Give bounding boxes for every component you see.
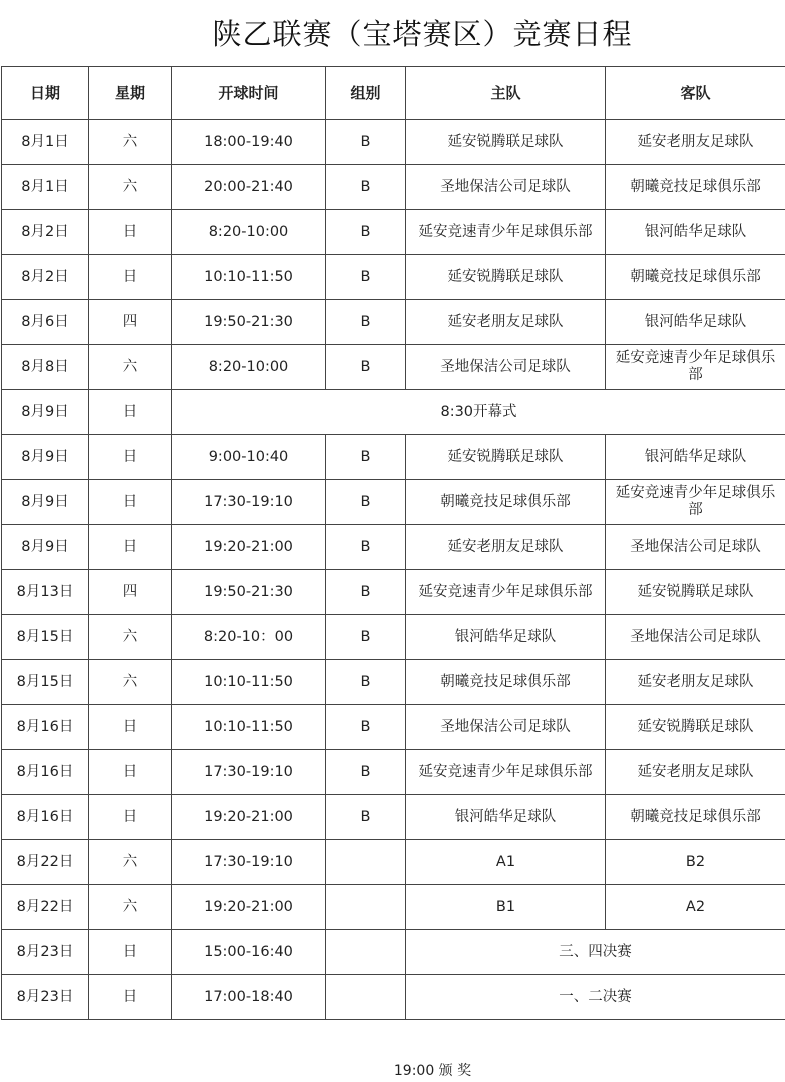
group-cell: B: [326, 300, 406, 345]
weekday-cell: 日: [89, 255, 172, 300]
home-team-cell: 银河皓华足球队: [406, 795, 606, 840]
group-cell: B: [326, 435, 406, 480]
date-cell: 8月15日: [2, 615, 89, 660]
away-team-cell: 银河皓华足球队: [606, 435, 785, 480]
table-row: [2, 390, 785, 435]
away-team-cell: 银河皓华足球队: [606, 210, 785, 255]
away-team-cell: 延安老朋友足球队: [606, 750, 785, 795]
away-team-cell: 朝曦竞技足球俱乐部: [606, 795, 785, 840]
away-team-cell: 延安锐腾联足球队: [606, 705, 785, 750]
table-body: [2, 120, 785, 1020]
kickoff-time-cell: 18:00-19:40: [172, 120, 326, 165]
home-team-cell: 延安锐腾联足球队: [406, 255, 606, 300]
date-cell: 8月9日: [2, 480, 89, 525]
header-kickoff-time: 开球时间: [172, 67, 326, 120]
weekday-cell: 日: [89, 750, 172, 795]
kickoff-time-cell: 10:10-11:50: [172, 705, 326, 750]
away-team-cell: 朝曦竞技足球俱乐部: [606, 165, 785, 210]
group-cell: [326, 930, 406, 975]
date-cell: 8月22日: [2, 840, 89, 885]
away-team-cell: A2: [606, 885, 785, 930]
home-team-cell: 圣地保洁公司足球队: [406, 345, 606, 390]
table-row: [2, 975, 785, 1020]
kickoff-time-cell: 19:50-21:30: [172, 300, 326, 345]
home-team-cell: 延安老朋友足球队: [406, 525, 606, 570]
weekday-cell: 日: [89, 705, 172, 750]
group-cell: B: [326, 705, 406, 750]
home-team-cell: 朝曦竞技足球俱乐部: [406, 660, 606, 705]
weekday-cell: 六: [89, 660, 172, 705]
weekday-cell: 日: [89, 525, 172, 570]
kickoff-time-cell: 8:20-10:00: [172, 210, 326, 255]
date-cell: 8月1日: [2, 120, 89, 165]
home-team-cell: 延安锐腾联足球队: [406, 120, 606, 165]
date-cell: 8月16日: [2, 705, 89, 750]
away-team-cell: B2: [606, 840, 785, 885]
group-cell: B: [326, 345, 406, 390]
away-team-cell: 延安锐腾联足球队: [606, 570, 785, 615]
kickoff-time-cell: 17:30-19:10: [172, 480, 326, 525]
home-team-cell: 朝曦竞技足球俱乐部: [406, 480, 606, 525]
table-row: [2, 480, 785, 525]
table-row: [2, 930, 785, 975]
date-cell: 8月13日: [2, 570, 89, 615]
group-cell: [326, 975, 406, 1020]
match-cell: 三、四决赛: [406, 930, 785, 975]
table-row: [2, 885, 785, 930]
away-team-cell: 延安老朋友足球队: [606, 660, 785, 705]
kickoff-time-cell: 17:30-19:10: [172, 750, 326, 795]
home-team-cell: 圣地保洁公司足球队: [406, 705, 606, 750]
home-team-cell: B1: [406, 885, 606, 930]
weekday-cell: 日: [89, 210, 172, 255]
date-cell: 8月1日: [2, 165, 89, 210]
table-row: [2, 570, 785, 615]
group-cell: B: [326, 795, 406, 840]
date-cell: 8月6日: [2, 300, 89, 345]
group-cell: B: [326, 480, 406, 525]
group-cell: B: [326, 120, 406, 165]
weekday-cell: 六: [89, 885, 172, 930]
date-cell: 8月16日: [2, 795, 89, 840]
table-row: [2, 750, 785, 795]
table-row: [2, 435, 785, 480]
schedule-table: [1, 66, 785, 1020]
home-team-cell: 银河皓华足球队: [406, 615, 606, 660]
date-cell: 8月23日: [2, 975, 89, 1020]
weekday-cell: 六: [89, 345, 172, 390]
away-team-cell: 圣地保洁公司足球队: [606, 615, 785, 660]
kickoff-time-cell: 10:10-11:50: [172, 660, 326, 705]
group-cell: B: [326, 210, 406, 255]
weekday-cell: 四: [89, 300, 172, 345]
group-cell: B: [326, 570, 406, 615]
weekday-cell: 日: [89, 480, 172, 525]
weekday-cell: 六: [89, 840, 172, 885]
group-cell: B: [326, 750, 406, 795]
home-team-cell: 圣地保洁公司足球队: [406, 165, 606, 210]
kickoff-time-cell: 19:50-21:30: [172, 570, 326, 615]
away-team-cell: 银河皓华足球队: [606, 300, 785, 345]
event-cell: 8:30开幕式: [172, 390, 785, 435]
kickoff-time-cell: 17:30-19:10: [172, 840, 326, 885]
kickoff-time-cell: 19:20-21:00: [172, 795, 326, 840]
weekday-cell: 日: [89, 435, 172, 480]
match-cell: 一、二决赛: [406, 975, 785, 1020]
away-team-cell: 延安竞速青少年足球俱乐部: [606, 480, 785, 525]
table-row: [2, 525, 785, 570]
away-team-cell: 朝曦竞技足球俱乐部: [606, 255, 785, 300]
kickoff-time-cell: 9:00-10:40: [172, 435, 326, 480]
table-row: [2, 255, 785, 300]
date-cell: 8月9日: [2, 435, 89, 480]
kickoff-time-cell: 10:10-11:50: [172, 255, 326, 300]
kickoff-time-cell: 20:00-21:40: [172, 165, 326, 210]
group-cell: B: [326, 525, 406, 570]
away-team-cell: 延安老朋友足球队: [606, 120, 785, 165]
award-ceremony-note: 19:00 颁 奖: [393, 1063, 472, 1079]
date-cell: 8月2日: [2, 255, 89, 300]
header-group: 组别: [326, 67, 406, 120]
header-home-team: 主队: [406, 67, 606, 120]
date-cell: 8月15日: [2, 660, 89, 705]
header-date: 日期: [2, 67, 89, 120]
kickoff-time-cell: 8:20-10：00: [172, 615, 326, 660]
weekday-cell: 四: [89, 570, 172, 615]
table-row: [2, 210, 785, 255]
weekday-cell: 日: [89, 975, 172, 1020]
group-cell: B: [326, 165, 406, 210]
page-title: 陕乙联赛（宝塔赛区）竞赛日程: [212, 17, 633, 51]
table-row: [2, 300, 785, 345]
group-cell: [326, 885, 406, 930]
weekday-cell: 日: [89, 930, 172, 975]
table-row: [2, 615, 785, 660]
date-cell: 8月16日: [2, 750, 89, 795]
kickoff-time-cell: 17:00-18:40: [172, 975, 326, 1020]
group-cell: B: [326, 255, 406, 300]
kickoff-time-cell: 8:20-10:00: [172, 345, 326, 390]
table-header-row: [2, 67, 785, 120]
home-team-cell: 延安竞速青少年足球俱乐部: [406, 570, 606, 615]
home-team-cell: 延安竞速青少年足球俱乐部: [406, 750, 606, 795]
home-team-cell: 延安竞速青少年足球俱乐部: [406, 210, 606, 255]
group-cell: [326, 840, 406, 885]
weekday-cell: 日: [89, 795, 172, 840]
date-cell: 8月22日: [2, 885, 89, 930]
header-away-team: 客队: [606, 67, 785, 120]
table-row: [2, 345, 785, 390]
home-team-cell: 延安锐腾联足球队: [406, 435, 606, 480]
table-row: [2, 705, 785, 750]
date-cell: 8月8日: [2, 345, 89, 390]
home-team-cell: 延安老朋友足球队: [406, 300, 606, 345]
date-cell: 8月23日: [2, 930, 89, 975]
group-cell: B: [326, 660, 406, 705]
table-row: [2, 840, 785, 885]
away-team-cell: 延安竞速青少年足球俱乐部: [606, 345, 785, 390]
group-cell: B: [326, 615, 406, 660]
date-cell: 8月2日: [2, 210, 89, 255]
table-row: [2, 795, 785, 840]
home-team-cell: A1: [406, 840, 606, 885]
header-weekday: 星期: [89, 67, 172, 120]
kickoff-time-cell: 15:00-16:40: [172, 930, 326, 975]
date-cell: 8月9日: [2, 390, 89, 435]
away-team-cell: 圣地保洁公司足球队: [606, 525, 785, 570]
weekday-cell: 日: [89, 390, 172, 435]
table-row: [2, 120, 785, 165]
kickoff-time-cell: 19:20-21:00: [172, 885, 326, 930]
weekday-cell: 六: [89, 165, 172, 210]
table-row: [2, 165, 785, 210]
kickoff-time-cell: 19:20-21:00: [172, 525, 326, 570]
table-row: [2, 660, 785, 705]
weekday-cell: 六: [89, 615, 172, 660]
date-cell: 8月9日: [2, 525, 89, 570]
weekday-cell: 六: [89, 120, 172, 165]
